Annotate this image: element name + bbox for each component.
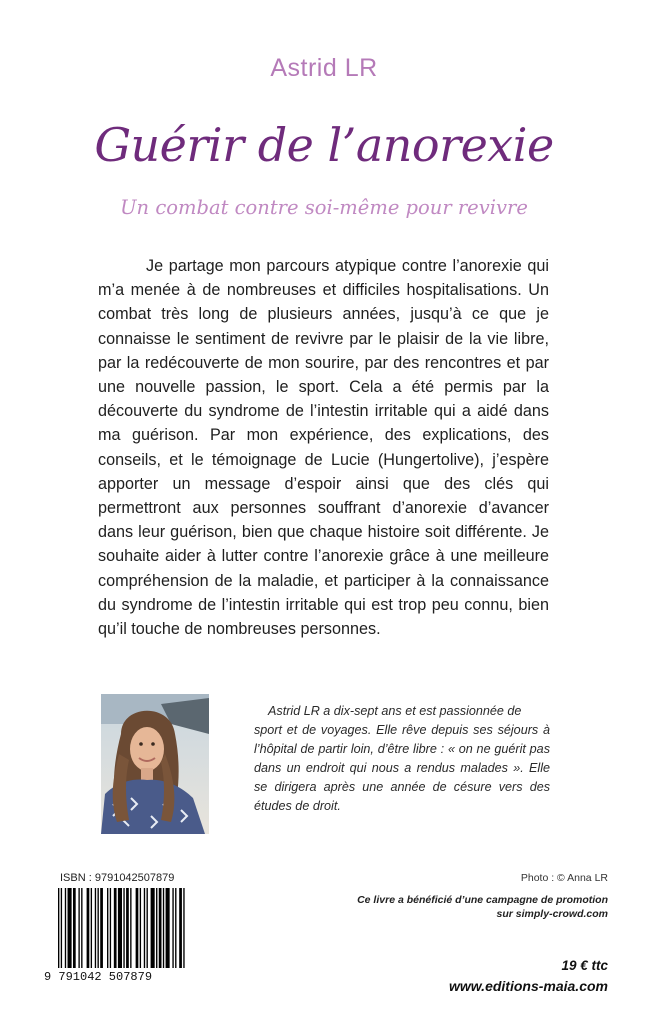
barcode-bar (78, 888, 79, 968)
barcode-bar (159, 888, 162, 968)
barcode-bar (65, 888, 66, 968)
barcode-bar (130, 888, 131, 968)
barcode-bar (172, 888, 173, 968)
barcode-bar (87, 888, 90, 968)
bio-rest: sport et de voyages. Elle rêve depuis ses séjours à l’hôpital de partir loin, d’être libre : « on ne guérit pas dans un endroit qui nous a rendus malades ». Elle se dirigera après une année de césure vers des études de droit. (254, 723, 550, 813)
barcode-digits: 9 791042 507879 (44, 970, 153, 984)
promotion-line-2: sur simply-crowd.com (496, 908, 608, 920)
author-photo (101, 694, 209, 834)
barcode-bar (126, 888, 129, 968)
back-cover-summary: Je partage mon parcours atypique contre l’anorexie qui m’a menée à de nombreuses et difficiles hospitalisations. Un combat très long de plusieurs années, jusqu’à ce que je connaisse le sentiment de revivre par le plaisir de la vie libre, par la redécouverte de mon sourire, par des rencontres et par une nouvelle passion, le sport. Cela a été permis par la découverte du syndrome de l’intestin irritable qui a aidé dans ma guérison. Par mon expérience, des explications, des conseils, et le témoignage de Lucie (Hungertolive), j’espère apporter un message d’espoir ainsi que des clés qui permettront aux personnes souffrant d’anorexie d’avancer dans leur guérison, bien que chaque histoire soit différente. Je souhaite aider à lutter contre l’anorexie grâce à une meilleure compréhension de la maladie, et participer à la connaissance du syndrome de l’intestin irritable qui est trop peu connu, bien qu’il touche de nombreuses personnes. (98, 257, 549, 639)
publisher-website[interactable]: www.editions-maia.com (449, 978, 608, 994)
barcode-bar (166, 888, 170, 968)
barcode-bar (61, 888, 62, 968)
barcode-bar (118, 888, 122, 968)
barcode-bar (58, 888, 59, 968)
author-name: Astrid LR (270, 54, 378, 82)
isbn-label: ISBN : 9791042507879 (60, 872, 175, 884)
book-title: Guérir de l’anorexie (94, 118, 554, 172)
promotion-line-1: Ce livre a bénéficié d’une campagne de promotion (357, 894, 608, 906)
barcode-bar (114, 888, 117, 968)
barcode-bar (123, 888, 124, 968)
promotion-note (308, 893, 608, 921)
barcode-bar (136, 888, 139, 968)
author-portrait-image (101, 694, 209, 834)
barcode-bar (151, 888, 155, 968)
barcode-bar (144, 888, 145, 968)
book-subtitle: Un combat contre soi-même pour revivre (120, 196, 528, 219)
barcode-bar (68, 888, 72, 968)
bio-first-line: Astrid LR a dix-sept ans et est passionnée de (268, 704, 522, 718)
barcode-bar (100, 888, 103, 968)
barcode-bar (175, 888, 176, 968)
isbn-barcode (58, 888, 186, 968)
barcode-bar (147, 888, 148, 968)
price: 19 € ttc (561, 958, 608, 973)
barcode-bar (183, 888, 184, 968)
barcode-bar (81, 888, 82, 968)
photo-credit: Photo : © Anna LR (520, 872, 608, 884)
author-biography (254, 702, 550, 816)
barcode-bar (97, 888, 98, 968)
barcode-bar (140, 888, 141, 968)
barcode-bar (107, 888, 108, 968)
barcode-bar (179, 888, 182, 968)
barcode-bar (95, 888, 96, 968)
barcode-bar (73, 888, 76, 968)
barcode-bar (156, 888, 157, 968)
barcode-bar (91, 888, 92, 968)
barcode-bar (110, 888, 111, 968)
barcode-bar (163, 888, 164, 968)
